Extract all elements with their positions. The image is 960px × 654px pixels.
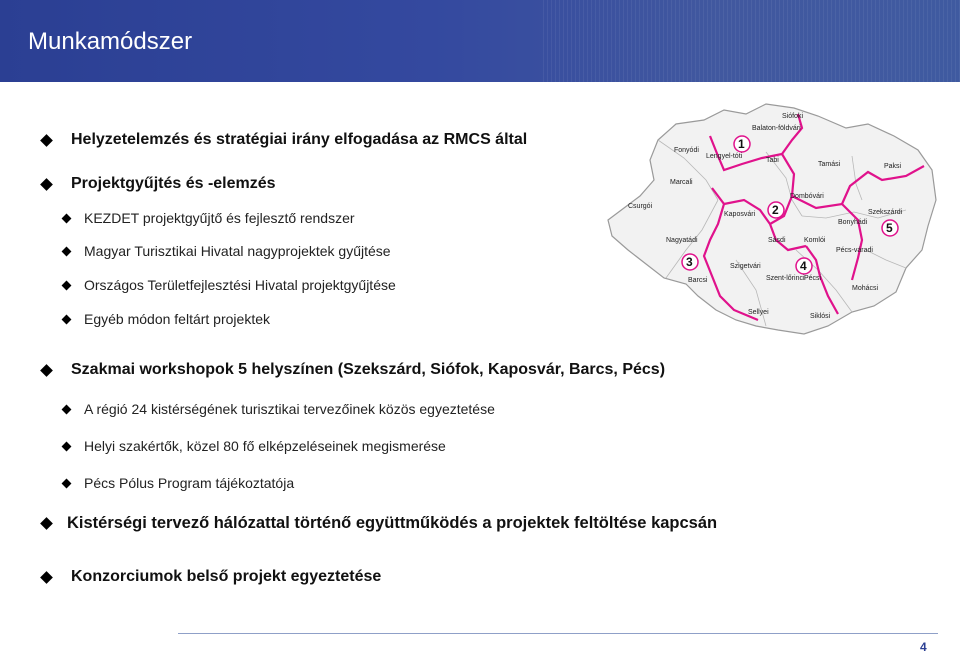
bullet-text: Projektgyűjtés és -elemzés xyxy=(71,175,276,192)
diamond-bullet-icon xyxy=(62,314,72,324)
map-label: Tabi xyxy=(766,157,779,164)
region-map xyxy=(606,100,946,350)
bullet-text: Konzorciumok belső projekt egyeztetése xyxy=(71,568,382,585)
footer-divider xyxy=(178,633,938,634)
workshop-marker-3 xyxy=(682,254,698,270)
map-label: Komlói xyxy=(804,237,826,244)
diamond-bullet-icon xyxy=(40,364,53,377)
map-label: Siófoki xyxy=(782,113,804,120)
diamond-bullet-icon xyxy=(40,134,53,147)
map-label: Szekszárdi xyxy=(868,209,903,216)
map-label: Bonyhádi xyxy=(838,219,868,226)
map-label: Siklósi xyxy=(810,313,831,320)
map-label: Dombóvári xyxy=(790,193,824,200)
sub-bullet-item xyxy=(63,277,396,293)
bullet-text: Kistérségi tervező hálózattal történő együttműködés a projektek feltöltése kapcsán xyxy=(67,514,718,532)
map-label: Marcali xyxy=(670,179,693,186)
svg-text:4: 4 xyxy=(800,259,807,273)
map-label: Szent-lőrinci xyxy=(766,275,805,282)
svg-text:3: 3 xyxy=(686,255,693,269)
bullet-text: Országos Területfejlesztési Hivatal projektgyűjtése xyxy=(84,277,396,293)
svg-text:1: 1 xyxy=(738,137,745,151)
sub-bullet-item xyxy=(63,210,355,226)
map-label: Paksi xyxy=(884,163,902,170)
svg-text:2: 2 xyxy=(772,203,779,217)
workshop-marker-1 xyxy=(734,136,750,152)
page-number: 4 xyxy=(920,640,927,654)
svg-text:5: 5 xyxy=(886,221,893,235)
workshop-marker-5 xyxy=(882,220,898,236)
bullet-text: Pécs Pólus Program tájékoztatója xyxy=(84,475,295,491)
bullet-item xyxy=(42,361,665,379)
header-decoration xyxy=(540,0,960,82)
map-label: Nagyatádi xyxy=(666,237,698,244)
sub-bullet-item xyxy=(63,311,270,327)
map-label: Sellyei xyxy=(748,309,769,316)
bullet-text: Magyar Turisztikai Hivatal nagyprojektek gyűjtése xyxy=(84,243,391,259)
diamond-bullet-icon xyxy=(40,178,53,191)
map-label: Csurgói xyxy=(628,203,653,210)
header-bar xyxy=(0,0,960,82)
bullet-text: Egyéb módon feltárt projektek xyxy=(84,311,270,327)
workshop-marker-4 xyxy=(796,258,812,274)
diamond-bullet-icon xyxy=(62,404,72,414)
map-label: Szigetvári xyxy=(730,263,761,270)
map-label: Pécsi xyxy=(804,275,822,282)
map-region-outline xyxy=(608,104,936,334)
diamond-bullet-icon xyxy=(62,246,72,256)
bullet-item xyxy=(42,568,381,586)
bullet-text: A régió 24 kistérségének turisztikai tervezőinek közös egyeztetése xyxy=(84,401,495,417)
map-label: Tamási xyxy=(818,161,841,168)
bullet-text: KEZDET projektgyűjtő és fejlesztő rendszer xyxy=(84,210,355,226)
map-label: Pécs-váradi xyxy=(836,247,873,254)
sub-bullet-item xyxy=(63,438,446,454)
diamond-bullet-icon xyxy=(62,441,72,451)
map-label: Mohácsi xyxy=(852,285,879,292)
diamond-bullet-icon xyxy=(62,478,72,488)
workshop-marker-2 xyxy=(768,202,784,218)
sub-bullet-item xyxy=(63,243,391,259)
bullet-item xyxy=(42,175,276,193)
diamond-bullet-icon xyxy=(62,280,72,290)
map-label: Fonyódi xyxy=(674,147,699,154)
diamond-bullet-icon xyxy=(62,213,72,223)
sub-bullet-item xyxy=(63,401,495,417)
diamond-bullet-icon xyxy=(40,571,53,584)
map-label: Balaton-földvári xyxy=(752,125,801,132)
bullet-item xyxy=(42,131,527,149)
map-label: Lengyel-tóti xyxy=(706,153,743,160)
map-label: Barcsi xyxy=(688,277,708,284)
map-label: Kaposvári xyxy=(724,211,756,218)
diamond-bullet-icon xyxy=(40,517,53,530)
bullet-text: Helyi szakértők, közel 80 fő elképzeléseinek megismerése xyxy=(84,438,446,454)
bullet-item xyxy=(42,514,717,533)
bullet-text: Szakmai workshopok 5 helyszínen (Szekszárd, Siófok, Kaposvár, Barcs, Pécs) xyxy=(71,361,666,378)
slide-title: Munkamódszer xyxy=(28,28,193,55)
sub-bullet-item xyxy=(63,475,294,491)
map-label: Sásdi xyxy=(768,237,786,244)
bullet-text: Helyzetelemzés és stratégiai irány elfogadása az RMCS által xyxy=(71,131,528,148)
